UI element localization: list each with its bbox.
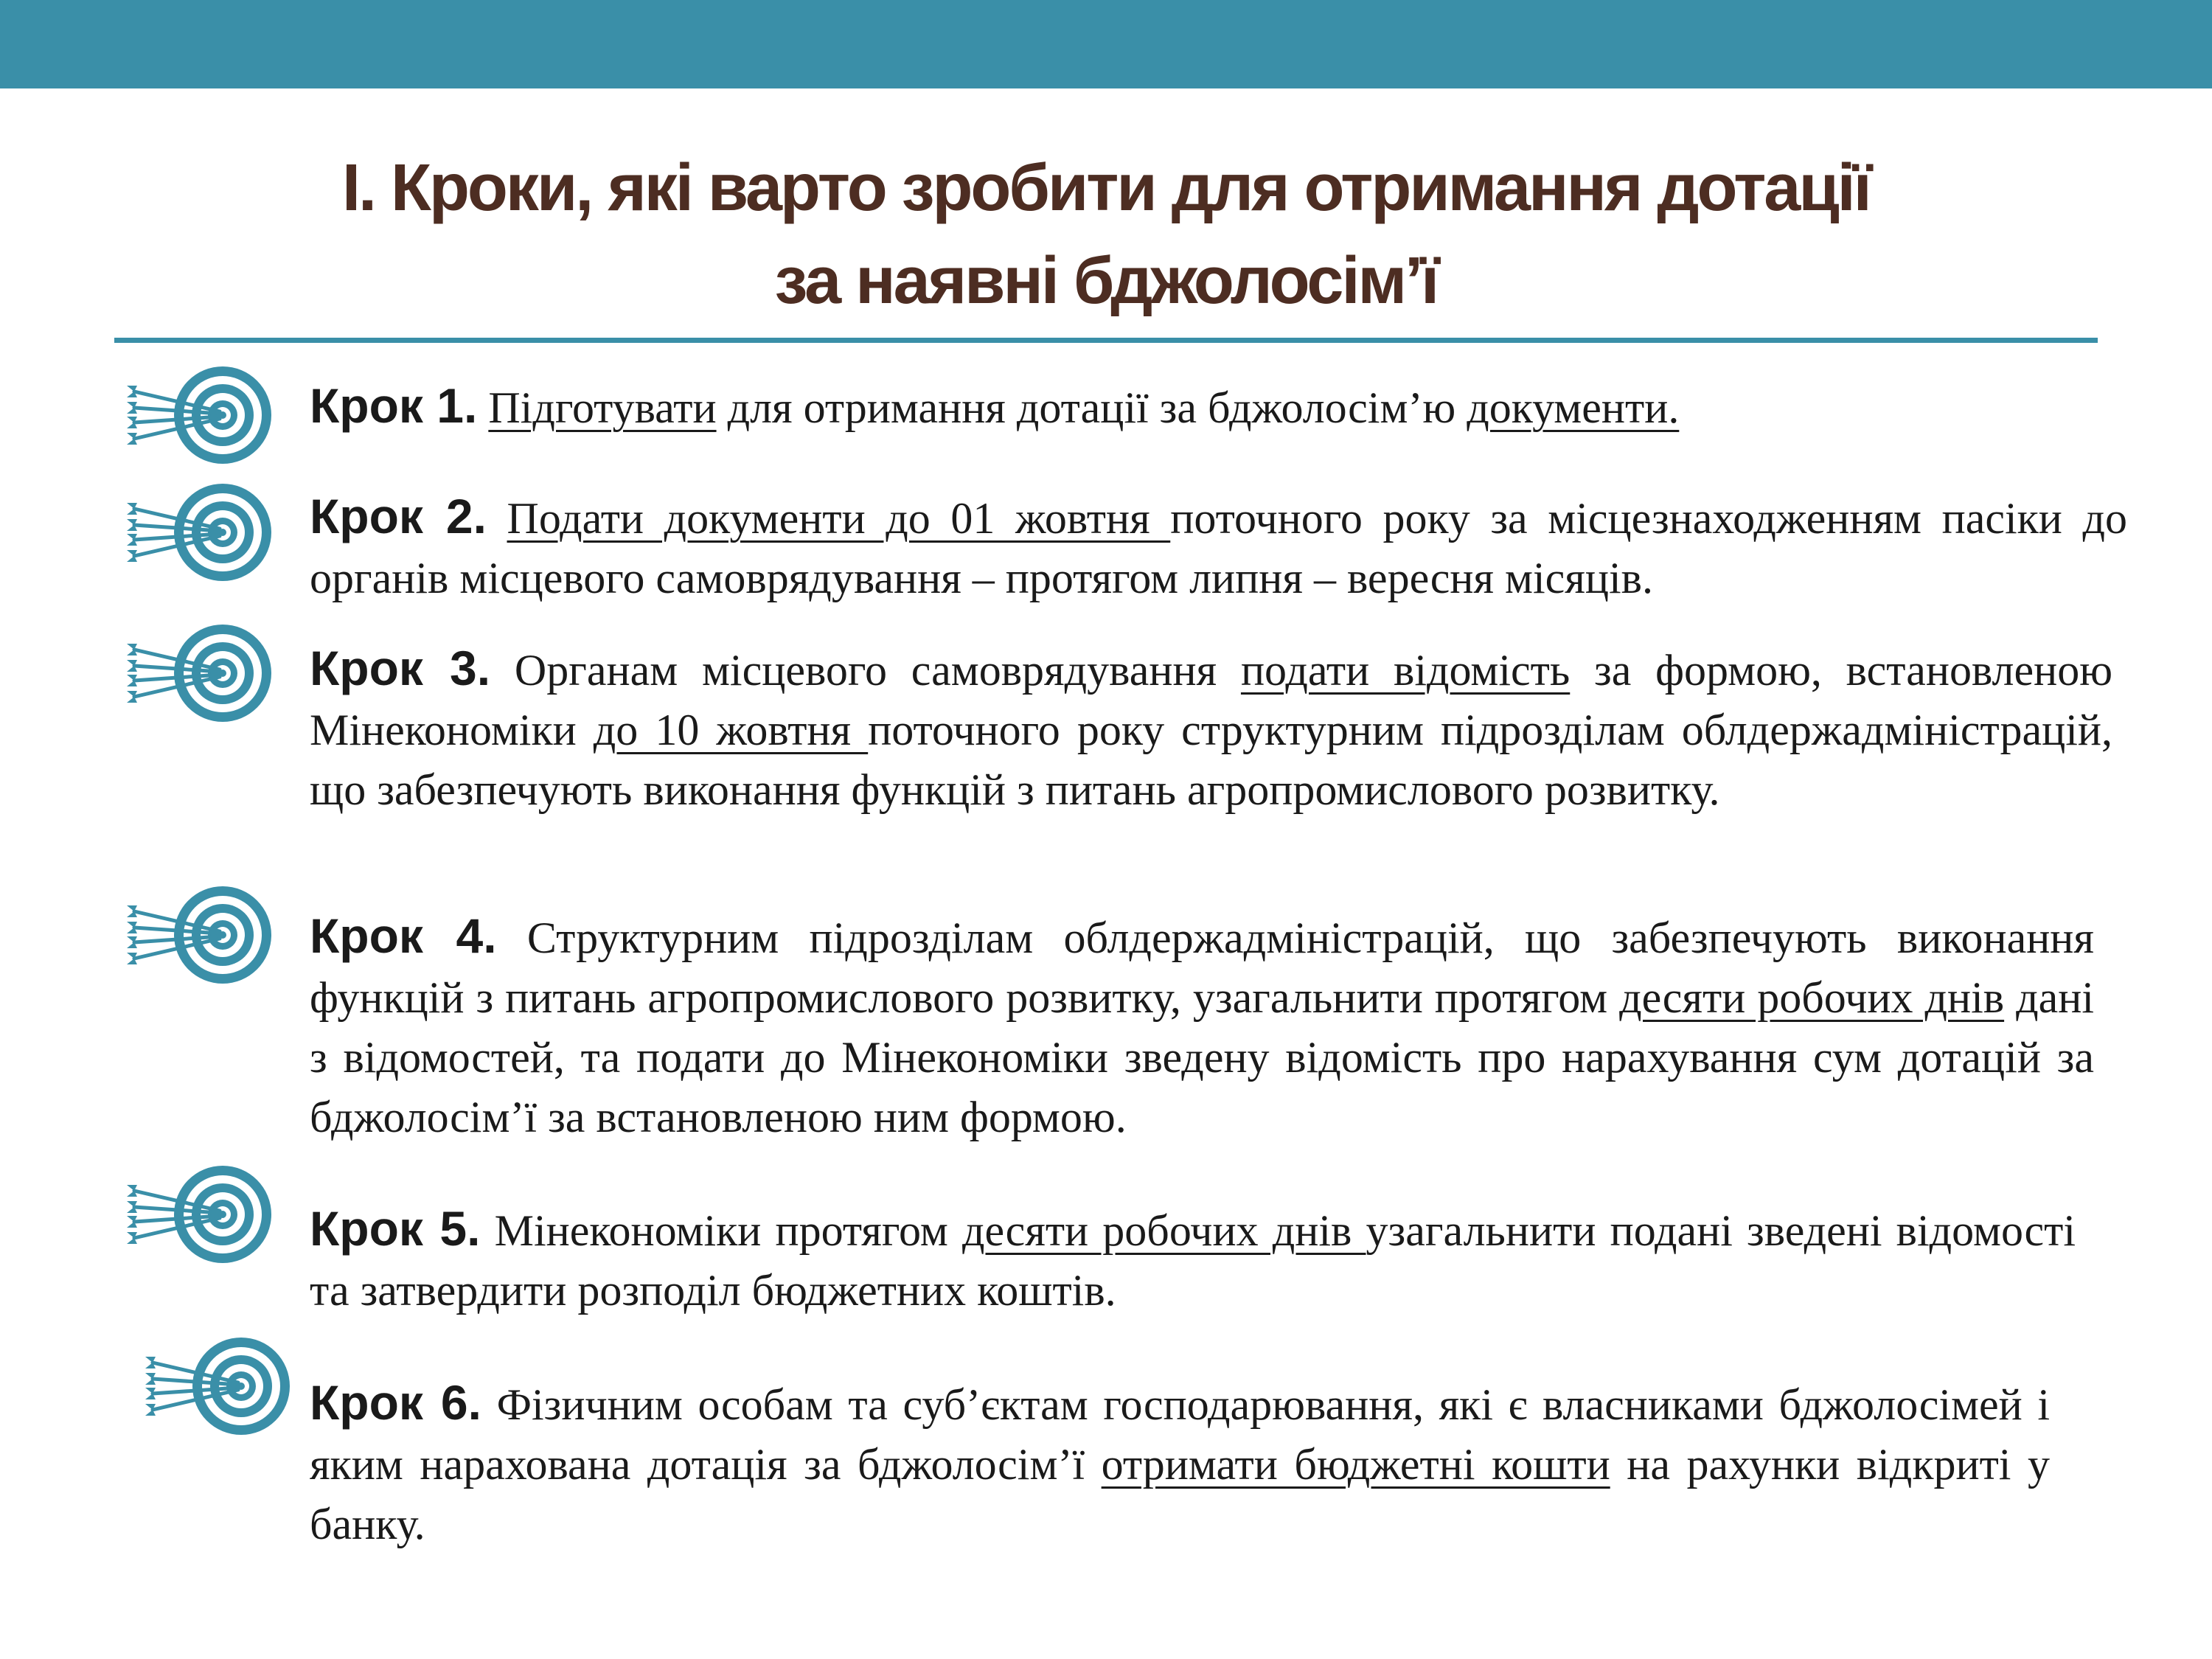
header-bar: [0, 0, 2212, 88]
step-5-parts: [310, 1206, 2076, 1315]
step-3-label: Крок 3.: [310, 641, 491, 695]
underlined-text: документи.: [1467, 383, 1680, 432]
title-line-2: за наявні бджолосім’ї: [774, 244, 1438, 318]
page-title: [0, 142, 2212, 327]
step-4-text: [310, 906, 2094, 1147]
step-6-parts: [310, 1380, 2050, 1548]
step-5-label: Крок 5.: [310, 1201, 481, 1256]
title-divider: [114, 338, 2098, 343]
target-icon: [125, 360, 280, 470]
underlined-text: десяти робочих днів: [961, 1206, 1366, 1255]
step-text-run: поточного року за місцезнаходженням пасіки до органів місцевого самоврядування – протягом липня – вересня місяців.: [310, 494, 2127, 602]
step-2-parts: [310, 494, 2127, 602]
step-text-run: на рахунки відкриті у банку.: [310, 1440, 2051, 1548]
underlined-text: Підготувати: [488, 383, 717, 432]
target-icon: [144, 1331, 299, 1441]
step-6-text: [310, 1373, 2050, 1554]
target-icon: [125, 477, 280, 588]
underlined-text: отримати бюджетні кошти: [1101, 1440, 1610, 1489]
step-text-run: дані з відомостей, та подати до Мінекономіки зведену відомість про нарахування сум дотацій за бджолосім’ї за встановленою ним формою.: [310, 973, 2095, 1141]
step-5-text: [310, 1199, 2076, 1321]
step-6-label: Крок 6.: [310, 1375, 481, 1430]
step-text-run: для отримання дотації за бджолосім’ю: [716, 383, 1467, 432]
step-1-text: [310, 376, 1880, 438]
underlined-text: до 10 жовтня: [593, 706, 869, 754]
step-text-run: Фізичним особам та суб’єктам господарювання, які є власниками бджолосімей і яким нарахована дотація за бджолосім’ї: [310, 1380, 2050, 1489]
step-3-text: [310, 639, 2112, 820]
target-icon: [125, 1159, 280, 1270]
target-icon: [125, 880, 280, 990]
step-1-parts: [488, 383, 1679, 432]
step-text-run: поточного року структурним підрозділам облдержадміністрацій, що забезпечують виконання функцій з питань агропромислового розвитку.: [310, 706, 2112, 814]
step-4-parts: [310, 914, 2094, 1141]
step-2-label: Крок 2.: [310, 489, 487, 543]
step-1-label: Крок 1.: [310, 378, 478, 433]
step-text-run: Органам місцевого самоврядування: [514, 646, 1241, 695]
step-2-text: [310, 487, 2127, 608]
step-text-run: узагальнити подані зведені відомості та затвердити розподіл бюджетних коштів.: [310, 1206, 2076, 1315]
step-text-run: Мінекономіки протягом: [494, 1206, 962, 1255]
step-4-label: Крок 4.: [310, 908, 497, 963]
step-3-parts: [310, 646, 2112, 814]
target-icon: [125, 618, 280, 728]
step-text-run: Структурним підрозділам облдержадміністрацій, що забезпечують виконання функцій з питань агропромислового розвитку, узагальнити протягом: [310, 914, 2095, 1022]
underlined-text: десяти робочих днів: [1619, 973, 2005, 1022]
title-line-1: І. Кроки, які варто зробити для отримання дотації: [342, 151, 1870, 225]
step-text-run: за формою, встановленою Мінекономіки: [310, 646, 2113, 754]
underlined-text: подати відомість: [1240, 646, 1571, 695]
underlined-text: Подати документи до 01 жовтня: [507, 494, 1171, 543]
